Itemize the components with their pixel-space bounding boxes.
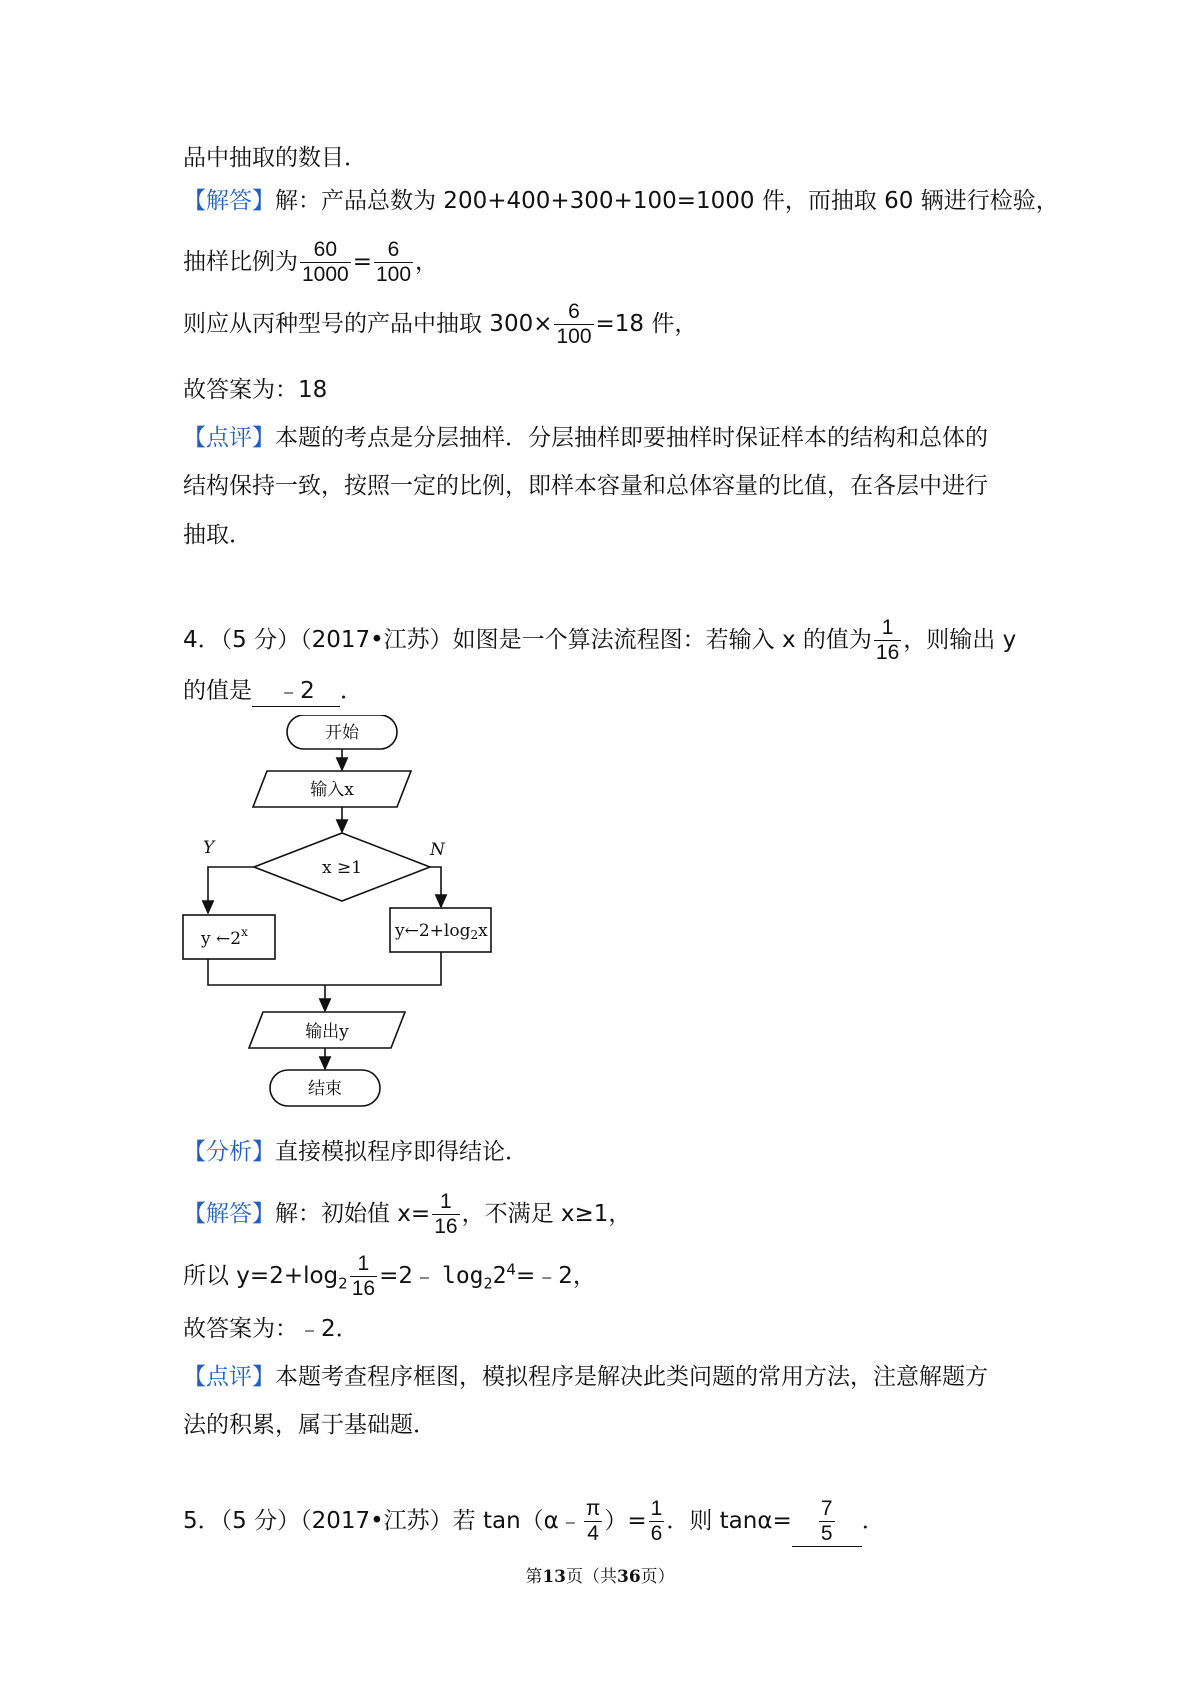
end-label: 结束 bbox=[308, 1079, 342, 1099]
p3-solution-line3: 则应从丙种型号的产品中抽取 300× $\frac{6}{100}$ =18 件， bbox=[183, 300, 698, 348]
p3-answer: 故答案为：18 bbox=[183, 377, 328, 403]
q5-heading: 5．（5 分）（2017•江苏）若 tan（α﹣ $\frac{\pi}{4}$ ）= $\frac{1}{6}$ ．则 tanα= $\frac{7}{5}$ ． bbox=[183, 1497, 885, 1545]
solution-tag: 【解答】 bbox=[183, 188, 275, 214]
p3-solution-line1: 【解答】解：产品总数为 200+400+300+100=1000 件，而抽取 60 辆进行检验， bbox=[183, 188, 1059, 214]
page-number: 13 bbox=[542, 1567, 566, 1587]
p3-comment-line1: 【点评】本题的考点是分层抽样．分层抽样即要抽样时保证样本的结构和总体的 bbox=[183, 425, 988, 451]
output-label: 输出y bbox=[305, 1022, 349, 1042]
p3-comment-line3: 抽取． bbox=[183, 522, 252, 548]
p3-comment-line2: 结构保持一致，按照一定的比例，即样本容量和总体容量的比值，在各层中进行 bbox=[183, 473, 988, 499]
fraction: $\frac{6}{100}$ bbox=[556, 300, 592, 348]
answer-blank: ﹣2 bbox=[252, 676, 340, 707]
fraction: $\frac{1}{16}$ bbox=[434, 1190, 458, 1238]
input-label: 输入x bbox=[310, 780, 354, 800]
q4-solution-line2: 所以 $y=2+\log_2$ $\frac{1}{16}$ =2﹣ $\log_22^4=﹣2$， bbox=[183, 1252, 596, 1300]
page-footer: 第13页（共36页） bbox=[525, 1567, 675, 1587]
q4-analysis: 【分析】直接模拟程序即得结论． bbox=[183, 1139, 528, 1165]
answer-blank bbox=[792, 1497, 862, 1547]
yes-label: Y bbox=[203, 838, 215, 858]
fraction: $\frac{1}{16}$ bbox=[875, 616, 900, 664]
analysis-tag: 【分析】 bbox=[183, 1139, 275, 1165]
fraction: $\frac{1}{6}$ bbox=[650, 1497, 663, 1545]
no-label: N bbox=[430, 840, 445, 860]
flowchart bbox=[175, 715, 515, 1120]
comment-tag: 【点评】 bbox=[183, 425, 275, 451]
left-box-label: y ←2$^x$ bbox=[201, 925, 248, 949]
p3-solution-line2: 抽样比例为 $\frac{60}{1000}$ = $\frac{6}{100}$ ， bbox=[183, 238, 439, 286]
q4-comment-line2: 法的积累，属于基础题． bbox=[183, 1412, 436, 1438]
fraction: $\frac{60}{1000}$ bbox=[302, 238, 349, 286]
comment-tag: 【点评】 bbox=[183, 1364, 275, 1390]
q4-heading: 4．（5 分）（2017•江苏）如图是一个算法流程图：若输入 x 的值为 $\frac{1}{16}$ ，则输出 y bbox=[183, 616, 1017, 664]
fraction: $\frac{7}{5}$ bbox=[820, 1497, 833, 1545]
fraction: $\frac{6}{100}$ bbox=[376, 238, 412, 286]
solution-tag: 【解答】 bbox=[183, 1201, 275, 1227]
fraction: $\frac{\pi}{4}$ bbox=[585, 1497, 601, 1545]
q4-line2: 的值是 ﹣2 ． bbox=[183, 676, 363, 707]
q4-answer: 故答案为：﹣2． bbox=[183, 1316, 359, 1342]
right-box-label: y←2+log2x bbox=[395, 921, 488, 942]
condition-label: x ≥1 bbox=[321, 858, 363, 878]
total-pages: 36 bbox=[617, 1567, 641, 1587]
start-label: 开始 bbox=[325, 723, 359, 743]
fraction: $\frac{1}{16}$ bbox=[351, 1252, 376, 1300]
q4-solution-line1: 【解答】解：初始值 x= $\frac{1}{16}$ ，不满足 x≥1， bbox=[183, 1190, 632, 1238]
p3-line0: 品中抽取的数目． bbox=[183, 145, 367, 171]
q4-comment-line1: 【点评】本题考查程序框图，模拟程序是解决此类问题的常用方法，注意解题方 bbox=[183, 1364, 988, 1390]
